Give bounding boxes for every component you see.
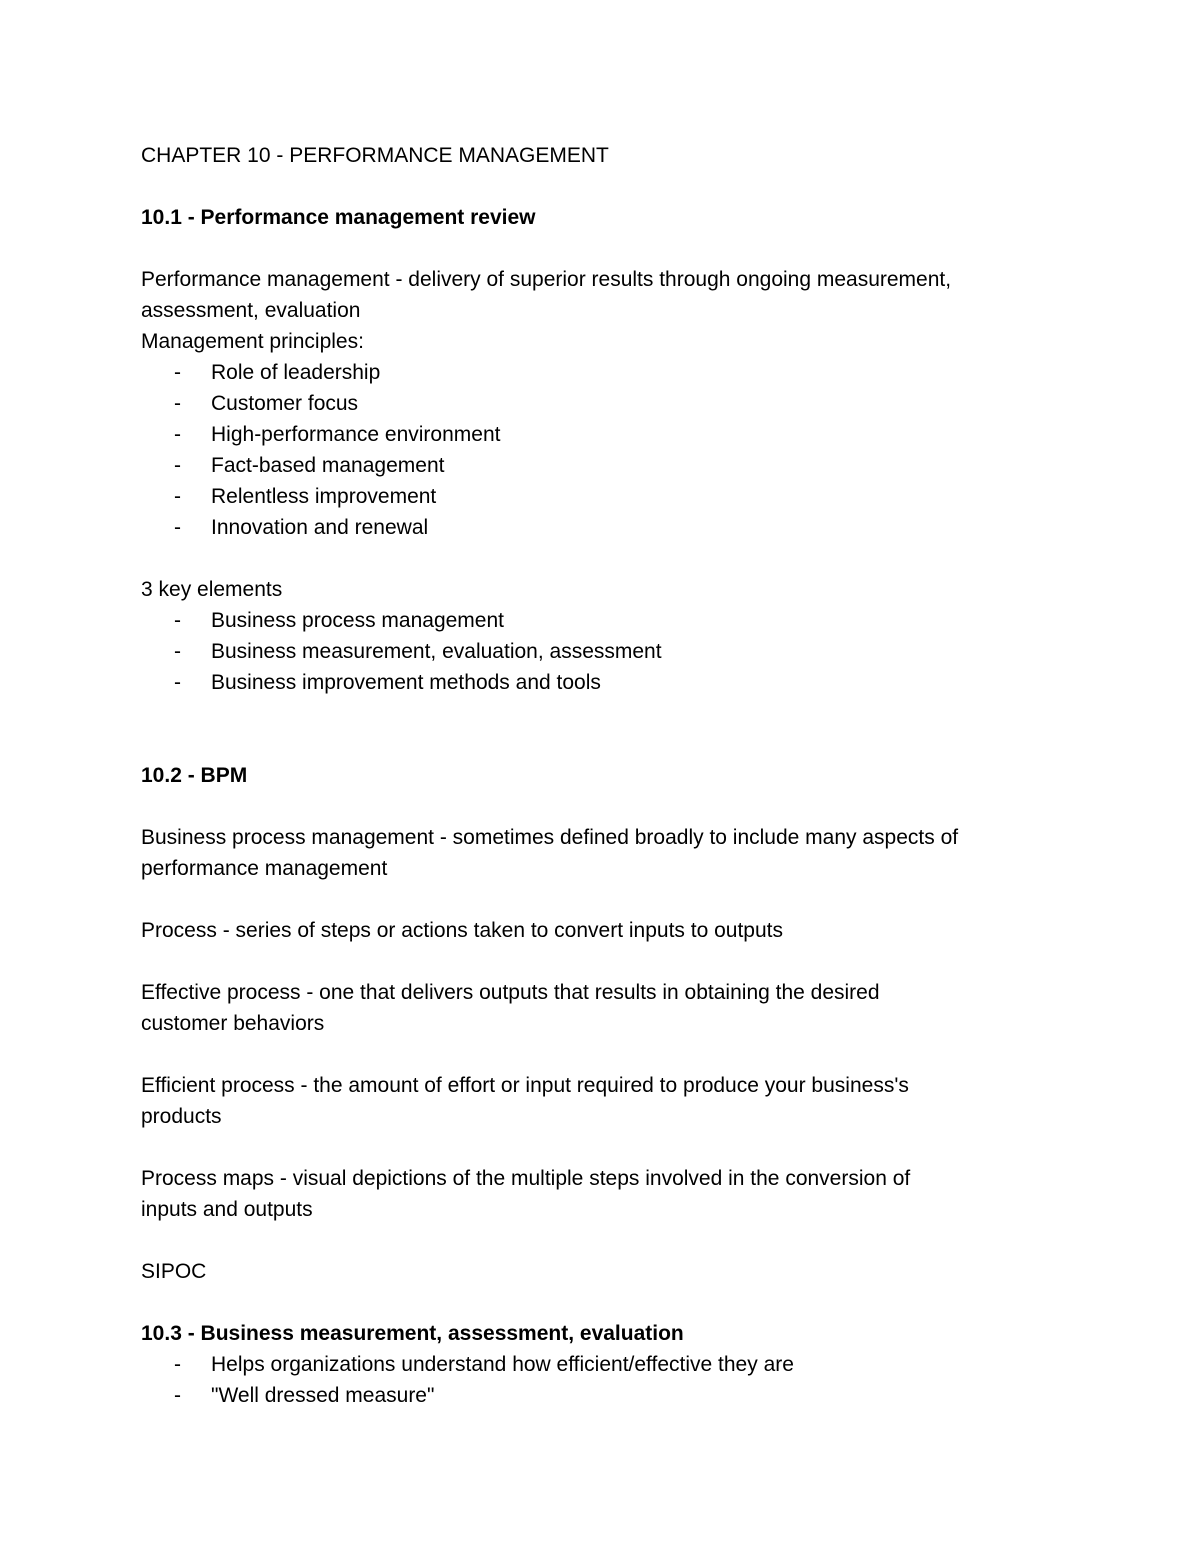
list-item: - Innovation and renewal [141,512,1081,543]
definition-bpm: Business process management - sometimes defined broadly to include many aspects of [141,826,959,849]
definition-process: Process - series of steps or actions taken to convert inputs to outputs [141,919,783,942]
dash-bullet: - [174,423,181,446]
document-page [141,140,1081,1411]
definition-process-maps: Process maps - visual depictions of the multiple steps involved in the conversion of [141,1167,911,1190]
list-item: - "Well dressed measure" [141,1380,1081,1411]
dash-bullet: - [174,485,181,508]
dash-bullet: - [174,454,181,477]
list-item: - Fact-based management [141,450,1081,481]
list-item: - Customer focus [141,388,1081,419]
measurement-points-list [141,1349,1081,1411]
key-elements-label: 3 key elements [141,578,283,601]
dash-bullet: - [174,1353,181,1376]
sipoc-label: SIPOC [141,1260,207,1283]
definition-bpm-cont: performance management [141,857,388,880]
dash-bullet: - [174,392,181,415]
dash-bullet: - [174,1384,181,1407]
dash-bullet: - [174,671,181,694]
definition-efficient-process: Efficient process - the amount of effort or input required to produce your business's [141,1074,909,1097]
principles-label: Management principles: [141,330,364,353]
key-elements-list [141,605,1081,698]
list-item: - Helps organizations understand how efficient/effective they are [141,1349,1081,1380]
definition-effective-process-cont: customer behaviors [141,1012,325,1035]
list-item: - Business process management [141,605,1081,636]
list-item: - High-performance environment [141,419,1081,450]
dash-bullet: - [174,640,181,663]
list-item: - Business measurement, evaluation, assessment [141,636,1081,667]
dash-bullet: - [174,361,181,384]
list-item: - Relentless improvement [141,481,1081,512]
section-heading-10-1: 10.1 - Performance management review [141,206,536,229]
dash-bullet: - [174,516,181,539]
chapter-title: CHAPTER 10 - PERFORMANCE MANAGEMENT [141,144,609,167]
definition-performance-management-cont: assessment, evaluation [141,299,361,322]
dash-bullet: - [174,609,181,632]
section-heading-10-2: 10.2 - BPM [141,764,248,787]
definition-process-maps-cont: inputs and outputs [141,1198,313,1221]
list-item: - Role of leadership [141,357,1081,388]
principles-list [141,357,1081,543]
definition-effective-process: Effective process - one that delivers outputs that results in obtaining the desired [141,981,880,1004]
definition-performance-management: Performance management - delivery of superior results through ongoing measurement, [141,268,952,291]
list-item: - Business improvement methods and tools [141,667,1081,698]
section-heading-10-3: 10.3 - Business measurement, assessment, evaluation [141,1322,684,1345]
definition-efficient-process-cont: products [141,1105,222,1128]
